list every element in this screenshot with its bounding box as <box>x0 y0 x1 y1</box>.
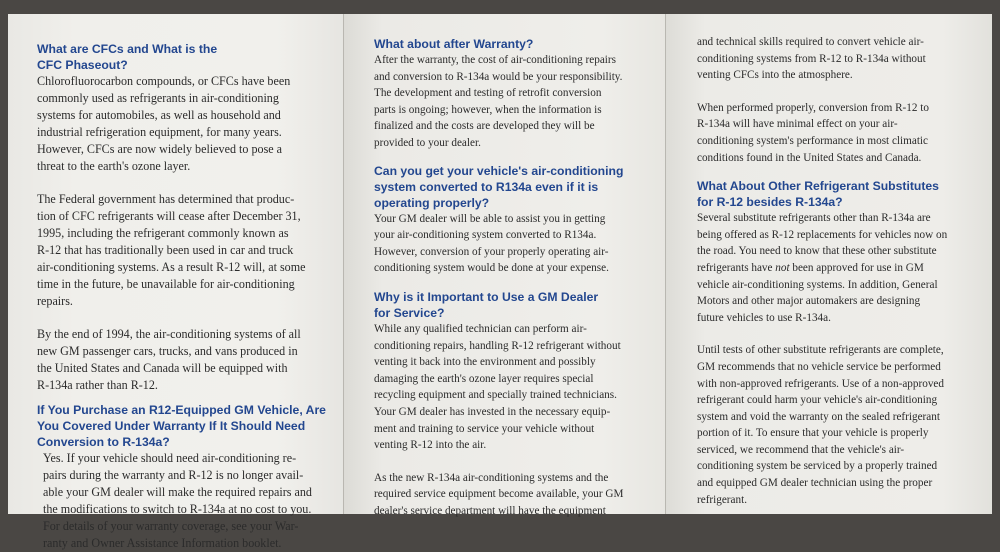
panel-right <box>666 14 992 514</box>
panel-left <box>8 14 344 550</box>
heading-after-warranty: What about after Warranty? <box>374 37 534 51</box>
paragraph-after-warranty: After the warranty, the cost of air-conditioning repairs and conversion to R-134a would be your responsibility. The development and testing of retrofit conversion parts is ongoing; however, when the information is finalized and the costs are developed they will be provided to your dealer. <box>374 54 623 149</box>
substitutes-text-a: Several substitute refrigerants other than R-134a are being offered as R-12 replacements for vehicles now on the road. You need to know that these other substitute refrigerants have <box>697 212 948 274</box>
heading-other-substitutes: What About Other Refrigerant Substitutes for R-12 besides R-134a? <box>697 179 939 210</box>
heading-convert-r134a: Can you get your vehicle's air-conditioning system converted to R134a even if it is operating properly? <box>374 163 624 210</box>
paragraph-dealer-assist: Your GM dealer will be able to assist you in getting your air-conditioning system converted to R134a. However, conversion of your properly operating air- conditioning system would be done at your expense. <box>374 212 609 275</box>
paragraph-warranty-yes: Yes. If your vehicle should need air-conditioning re- pairs during the warranty and R-12 is no longer avail- able your GM dealer will make the required repairs and the modifications to switch to R-134a at no cost to you. For details of your warranty coverage, see your War- ranty and Owner Assistance Information booklet. <box>43 451 312 550</box>
substitutes-text-b: been approved for use in GM vehicle air-conditioning systems. In addition, General Motors and other major automakers are designing future vehicles to use R-134a. <box>697 261 938 324</box>
heading-cfc-phaseout: What are CFCs and What is the CFC Phaseout? <box>37 42 218 72</box>
paragraph-federal-production: The Federal government has determined that produc- tion of CFC refrigerants will cease after December 31, 1995, including the refrigerant commonly known as R-12 that has traditionally been used in car and truck air-conditioning systems. As a result R-12 will, at some time in the future, be unavailable for air-conditioning repairs. <box>37 192 306 308</box>
heading-warranty-coverage: If You Purchase an R12-Equipped GM Vehicle, Are You Covered Under Warranty If It Should Need Conversion to R-134a? <box>37 403 326 449</box>
panel-middle <box>344 14 666 517</box>
paragraph-performed-properly: When performed properly, conversion from R-12 to R-134a will have minimal effect on your air- conditioning system's performance in most climatic conditions found in the United States and Canada. <box>697 101 929 164</box>
paragraph-substitute-refrigerants <box>697 210 967 326</box>
paragraph-qualified-technician: While any qualified technician can perform air- conditioning repairs, handling R-12 refrigerant without venting it back into the environment and possibly damaging the earth's ozone layer requires special recycling equipment and specially trained technicians. Your GM dealer has invested in the necessary equip- ment and training to service your vehicle without venting R-12 into the air. <box>374 322 621 452</box>
paragraph-1994-r134a: By the end of 1994, the air-conditioning systems of all new GM passenger cars, trucks, and vans produced in the United States and Canada will be equipped with R-134a rather than R-12. <box>37 327 301 392</box>
paragraph-gm-recommends: Until tests of other substitute refrigerants are complete, GM recommends that no vehicle service be performed with non-approved refrigerants. Use of a non-approved refrigerant could harm your vehicle's air-conditioning system and void the warranty on the sealed refrigerant portion of it. To ensure that your vehicle is properly serviced, we recommend that the vehicle's air- conditioning system be serviced by a properly trained and equipped GM dealer technician using the proper refrigerant. <box>697 344 944 506</box>
paragraph-cfc-definition: Chlorofluorocarbon compounds, or CFCs have been commonly used as refrigerants in air-conditioning systems for automobiles, as well as household and industrial refrigeration equipment, for many years. However, CFCs are now widely believed to pose a threat to the earth's ozone layer. <box>37 74 291 173</box>
brochure <box>8 14 992 550</box>
paragraph-new-systems: As the new R-134a air-conditioning systems and the required service equipment become available, your GM dealer's service department will have the equipment <box>374 471 624 517</box>
emphasis-not: not <box>775 261 790 274</box>
paragraph-technical-skills: and technical skills required to convert vehicle air- conditioning systems from R-12 to R-134a without venting CFCs into the atmosphere. <box>697 36 926 82</box>
heading-gm-dealer-service: Why is it Important to Use a GM Dealer for Service? <box>374 289 599 320</box>
